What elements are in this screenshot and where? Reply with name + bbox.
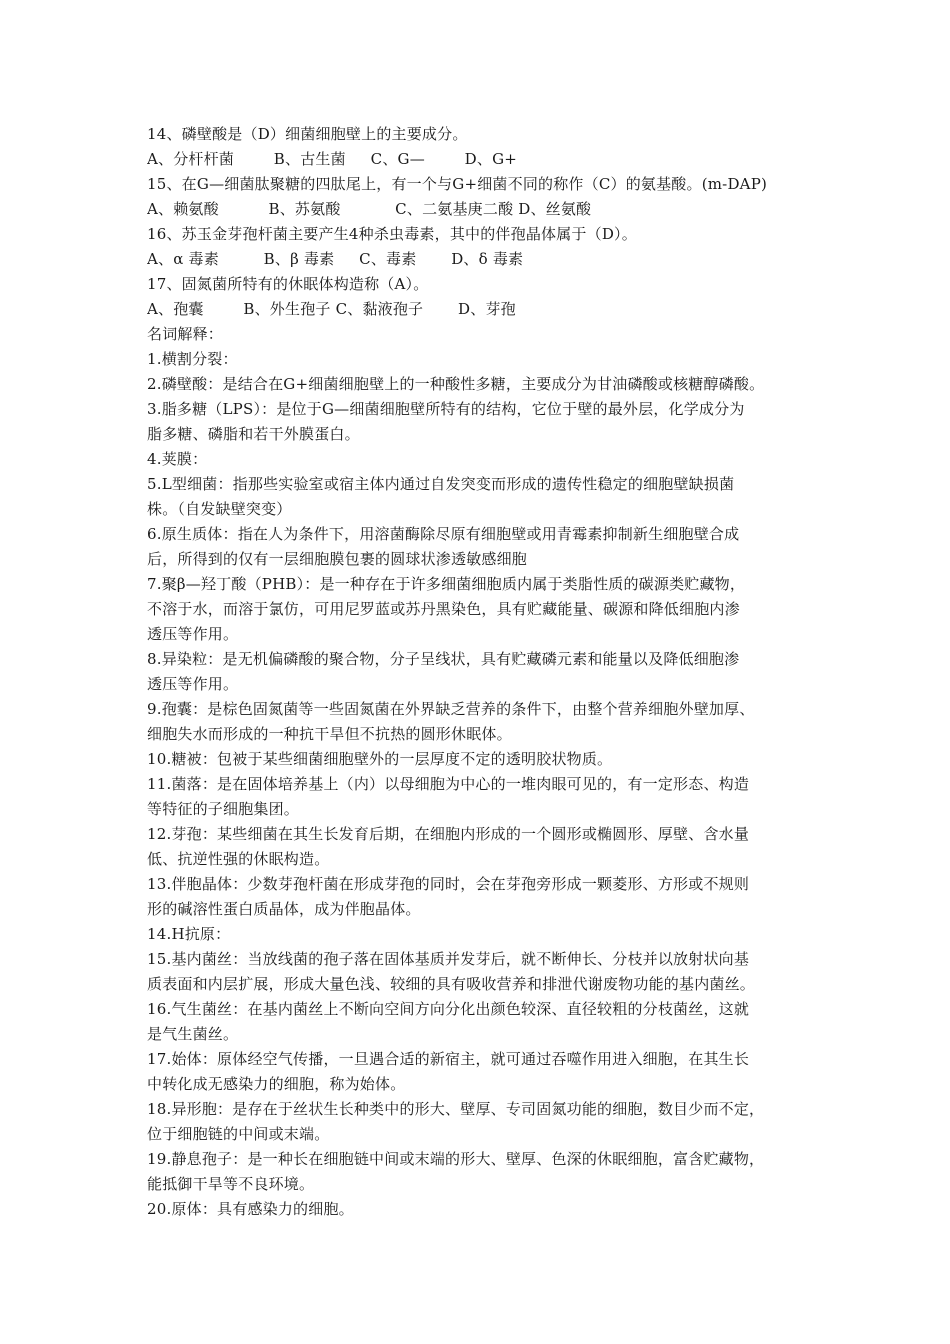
- term-15-cont: 质表面和内层扩展，形成大量色浅、较细的具有吸收营养和排泄代谢废物功能的基内菌丝。: [147, 975, 756, 993]
- term-9: 9.孢囊：是棕色固氮菌等一些固氮菌在外界缺乏营养的条件下，由整个营养细胞外壁加厚、: [147, 700, 755, 718]
- section-heading: 名词解释：: [147, 325, 224, 343]
- q16-options: A、α 毒素 B、β 毒素 C、毒素 D、δ 毒素: [147, 250, 524, 268]
- document-body: [147, 122, 827, 1222]
- term-15: 15.基内菌丝：当放线菌的孢子落在固体基质并发芽后，就不断伸长、分枝并以放射状向基: [147, 950, 750, 968]
- term-11: 11.菌落：是在固体培养基上（内）以母细胞为中心的一堆肉眼可见的，有一定形态、构造: [147, 775, 750, 793]
- term-20: 20.原体：具有感染力的细胞。: [147, 1200, 354, 1218]
- q15-options: A、赖氨酸 B、苏氨酸 C、二氨基庚二酸 D、丝氨酸: [147, 200, 592, 218]
- term-3-cont: 脂多糖、磷脂和若干外膜蛋白。: [147, 425, 360, 443]
- term-18-cont: 位于细胞链的中间或末端。: [147, 1125, 330, 1143]
- term-17: 17.始体：原体经空气传播，一旦遇合适的新宿主，就可通过吞噬作用进入细胞，在其生长: [147, 1050, 750, 1068]
- term-13-cont: 形的碱溶性蛋白质晶体，成为伴胞晶体。: [147, 900, 421, 918]
- q17-options: A、孢囊 B、外生孢子 C、黏液孢子 D、芽孢: [147, 300, 516, 318]
- term-1: 1.横割分裂：: [147, 350, 238, 368]
- q15-question: 15、在G—细菌肽聚糖的四肽尾上，有一个与G+细菌不同的称作（C）的氨基酸。(m-DAP): [147, 175, 768, 193]
- term-6-cont: 后，所得到的仅有一层细胞膜包裹的圆球状渗透敏感细胞: [147, 550, 528, 568]
- term-6: 6.原生质体：指在人为条件下，用溶菌酶除尽原有细胞壁或用青霉素抑制新生细胞壁合成: [147, 525, 740, 543]
- term-16: 16.气生菌丝：在基内菌丝上不断向空间方向分化出颜色较深、直径较粗的分枝菌丝，这就: [147, 1000, 750, 1018]
- q16-question: 16、苏玉金芽孢杆菌主要产生4种杀虫毒素，其中的伴孢晶体属于（D）。: [147, 225, 637, 243]
- term-7-cont: 不溶于水，而溶于氯仿，可用尼罗蓝或苏丹黑染色，具有贮藏能量、碳源和降低细胞内渗: [147, 600, 740, 618]
- term-12-cont: 低、抗逆性强的休眠构造。: [147, 850, 330, 868]
- term-9-cont: 细胞失水而形成的一种抗干旱但不抗热的圆形休眠体。: [147, 725, 512, 743]
- term-18: 18.异形胞：是存在于丝状生长种类中的形大、壁厚、专司固氮功能的细胞，数目少而不定，: [147, 1100, 765, 1118]
- q14-options: A、分杆杆菌 B、古生菌 C、G— D、G+: [147, 150, 518, 168]
- term-12: 12.芽孢：某些细菌在其生长发育后期，在细胞内形成的一个圆形或椭圆形、厚壁、含水量: [147, 825, 750, 843]
- term-4: 4.荚膜：: [147, 450, 208, 468]
- term-19-cont: 能抵御干旱等不良环境。: [147, 1175, 315, 1193]
- term-19: 19.静息孢子：是一种长在细胞链中间或末端的形大、壁厚、色深的休眠细胞，富含贮藏物，: [147, 1150, 765, 1168]
- term-3: 3.脂多糖（LPS）：是位于G—细菌细胞壁所特有的结构，它位于壁的最外层，化学成分为: [147, 400, 745, 418]
- term-10: 10.糖被：包被于某些细菌细胞壁外的一层厚度不定的透明胶状物质。: [147, 750, 613, 768]
- term-7: 7.聚β—羟丁酸（PHB）：是一种存在于许多细菌细胞质内属于类脂性质的碳源类贮藏物，: [147, 575, 746, 593]
- term-14: 14.H抗原：: [147, 925, 231, 943]
- term-7-cont2: 透压等作用。: [147, 625, 239, 643]
- term-11-cont: 等特征的子细胞集团。: [147, 800, 300, 818]
- q14-question: 14、磷壁酸是（D）细菌细胞壁上的主要成分。: [147, 125, 468, 143]
- term-13: 13.伴胞晶体：少数芽孢杆菌在形成芽孢的同时，会在芽孢旁形成一颗菱形、方形或不规则: [147, 875, 750, 893]
- term-5: 5.L型细菌：指那些实验室或宿主体内通过自发突变而形成的遗传性稳定的细胞壁缺损菌: [147, 475, 735, 493]
- term-2: 2.磷壁酸：是结合在G+细菌细胞壁上的一种酸性多糖，主要成分为甘油磷酸或核糖醇磷酸。: [147, 375, 765, 393]
- q17-question: 17、固氮菌所特有的休眠体构造称（A）。: [147, 275, 429, 293]
- term-17-cont: 中转化成无感染力的细胞，称为始体。: [147, 1075, 406, 1093]
- term-8-cont: 透压等作用。: [147, 675, 239, 693]
- term-16-cont: 是气生菌丝。: [147, 1025, 239, 1043]
- term-8: 8.异染粒：是无机偏磷酸的聚合物，分子呈线状，具有贮藏磷元素和能量以及降低细胞渗: [147, 650, 740, 668]
- term-5-cont: 株。（自发缺壁突变）: [147, 500, 292, 518]
